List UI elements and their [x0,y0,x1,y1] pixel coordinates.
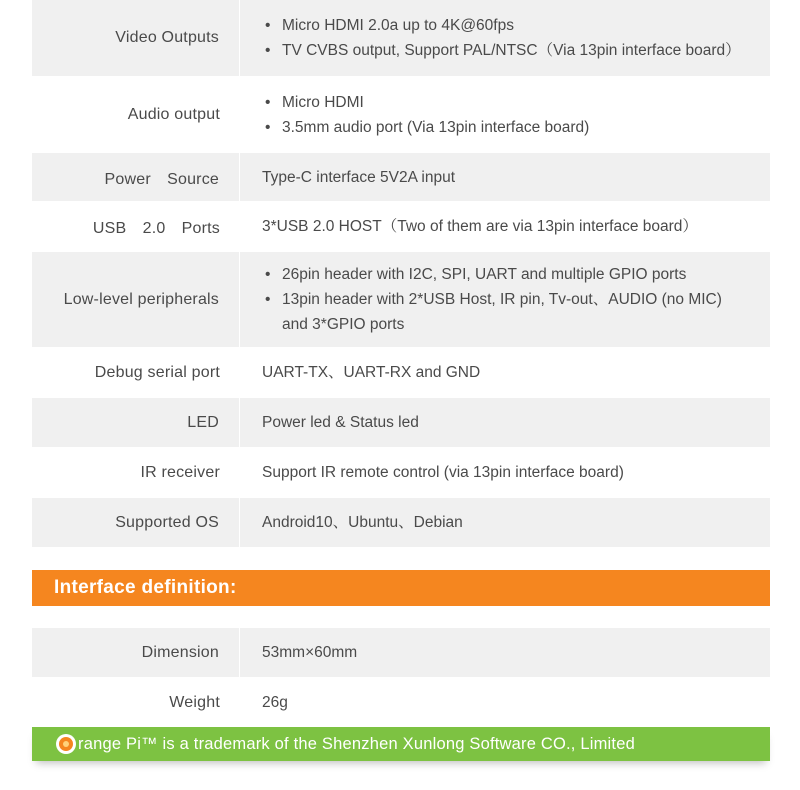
logo-inner-ring [59,737,73,751]
spec-row-dimension [32,628,770,678]
spec-table [32,0,770,548]
spec-label: Supported OS [32,498,240,547]
bullet-item [262,115,770,140]
spec-value: 53mm×60mm [240,628,770,677]
spec-row-low-level-peripherals [32,252,770,348]
spec-label: LED [32,398,240,447]
spec-value: Support IR remote control (via 13pin interface board) [262,464,624,481]
section-header-interface-definition: Interface definition: [32,570,770,606]
spec-value: 26g [262,694,288,711]
spec-value: Power led & Status led [240,398,770,447]
spec-row-debug-serial-port [32,348,770,398]
spec-row-power-source [32,153,770,202]
bullet-item [262,38,770,63]
bullet-continuation: and 3*GPIO ports [282,316,405,333]
spec-label: USB 2.0 Ports [92,220,220,237]
spec-value: UART-TX、UART-RX and GND [262,364,481,381]
bullet-item [262,90,770,115]
trademark-text: range Pi™ is a trademark of the Shenzhen Xunlong Software CO., Limited [78,734,635,753]
logo-core [63,741,69,747]
spec-value [240,252,770,347]
bullet-dot: • [265,93,271,111]
spec-label: Audio output [127,105,220,123]
spec-row-supported-os [32,498,770,548]
spec-label: Dimension [32,628,240,677]
spec-row-video-outputs [32,0,770,77]
bullet-dot: • [265,17,271,34]
dimension-table [32,628,770,728]
spec-row-ir-receiver [32,448,770,498]
trademark-footer [32,727,770,761]
spec-label: Weight [169,693,220,711]
spec-label: Low-level peripherals [32,252,240,347]
bullet-text: TV CVBS output, Support PAL/NTSC（Via 13pin interface board） [282,42,741,59]
bullet-item [262,13,770,38]
spec-row-weight [32,678,770,728]
bullet-item [262,262,770,287]
spec-label: IR receiver [140,463,220,481]
spec-row-led [32,398,770,448]
bullet-dot: • [265,266,271,283]
bullet-dot: • [265,42,271,59]
spec-value: 3*USB 2.0 HOST（Two of them are via 13pin interface board） [262,218,698,235]
spec-value [240,0,770,76]
spec-row-usb-ports [32,202,770,252]
spec-value: Android10、Ubuntu、Debian [240,498,770,547]
bullet-item [262,287,770,312]
bullet-text: 26pin header with I2C, SPI, UART and multiple GPIO ports [282,266,687,283]
bullet-text: Micro HDMI 2.0a up to 4K@60fps [282,17,514,34]
orange-pi-logo-icon [56,734,76,754]
spec-label: Debug serial port [94,363,220,381]
spec-label: Power Source [32,153,240,201]
spec-value [240,77,770,152]
spec-row-audio-output [32,77,770,153]
bullet-text: 3.5mm audio port (Via 13pin interface board) [282,118,590,136]
bullet-text: Micro HDMI [282,93,364,111]
spec-label: Video Outputs [32,0,240,76]
bullet-dot: • [265,291,271,308]
bullet-dot: • [265,118,271,136]
bullet-text: 13pin header with 2*USB Host, IR pin, Tv-out、AUDIO (no MIC) [282,291,722,308]
spec-value: Type-C interface 5V2A input [240,153,770,201]
